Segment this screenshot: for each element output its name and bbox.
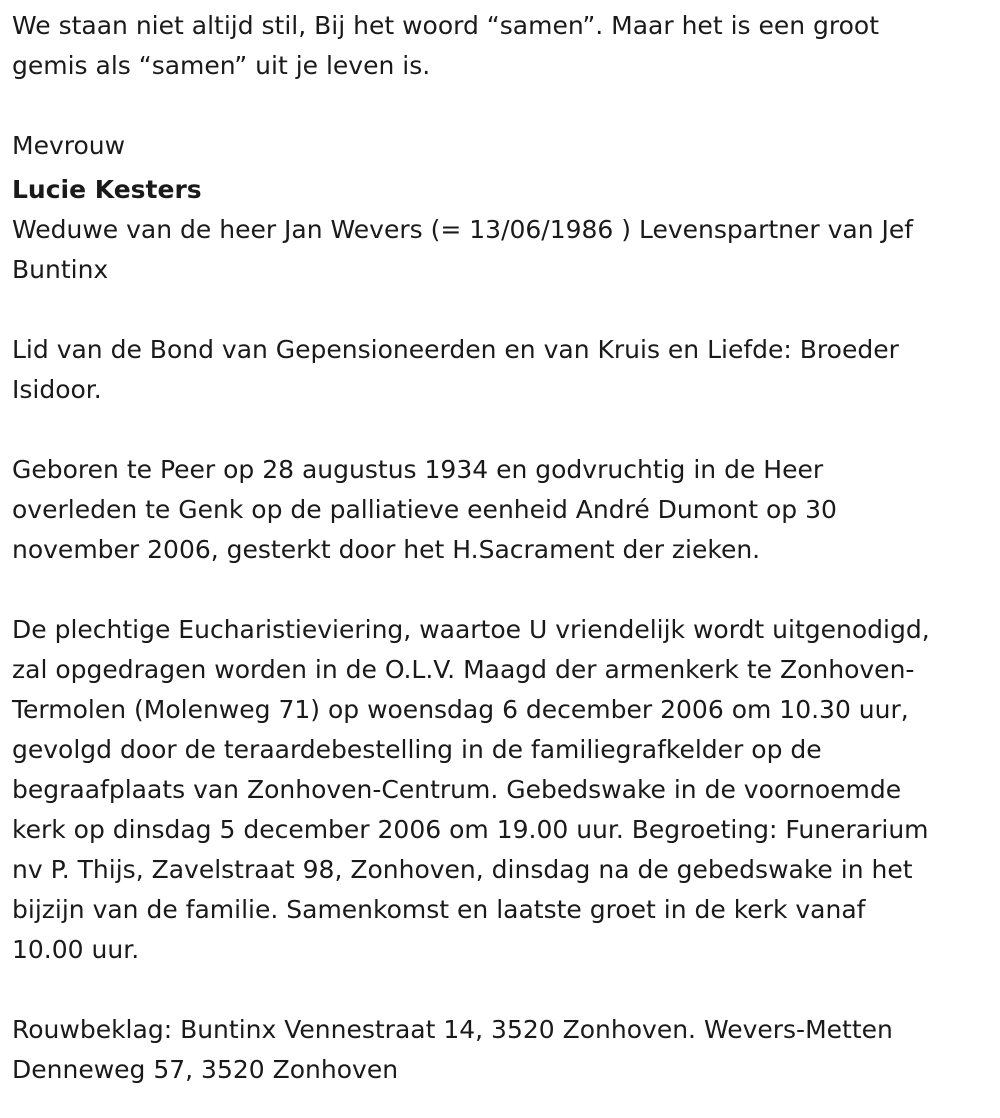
ceremony-line: zal opgedragen worden in de O.L.V. Maagd der armenkerk te Zonhoven-	[12, 655, 915, 684]
condolences-paragraph	[12, 1010, 988, 1090]
membership-line: Isidoor.	[12, 375, 102, 404]
paragraph-spacer	[12, 410, 988, 450]
paragraph-spacer	[12, 290, 988, 330]
ceremony-line: begraafplaats van Zonhoven-Centrum. Gebedswake in de voornoemde	[12, 775, 902, 804]
ceremony-line: nv P. Thijs, Zavelstraat 98, Zonhoven, dinsdag na de gebedswake in het	[12, 855, 913, 884]
birth-death-line: november 2006, gesterkt door het H.Sacrament der zieken.	[12, 535, 761, 564]
paragraph-spacer	[12, 86, 988, 126]
membership-paragraph	[12, 330, 988, 410]
ceremony-paragraph	[12, 610, 988, 970]
salutation: Mevrouw	[12, 131, 126, 160]
membership-line: Lid van de Bond van Gepensioneerden en van Kruis en Liefde: Broeder	[12, 335, 899, 364]
ceremony-line: Termolen (Molenweg 71) op woensdag 6 december 2006 om 10.30 uur,	[12, 695, 909, 724]
motto-paragraph	[12, 6, 988, 86]
birth-death-paragraph	[12, 450, 988, 570]
ceremony-line: bijzijn van de familie. Samenkomst en laatste groet in de kerk vanaf	[12, 895, 866, 924]
paragraph-spacer	[12, 970, 988, 1010]
ceremony-line: kerk op dinsdag 5 december 2006 om 19.00 uur. Begroeting: Funerarium	[12, 815, 929, 844]
birth-death-line: Geboren te Peer op 28 augustus 1934 en godvruchtig in de Heer	[12, 455, 824, 484]
deceased-name: Lucie Kesters	[12, 175, 202, 204]
ceremony-line: gevolgd door de teraardebestelling in de familiegrafkelder op de	[12, 735, 822, 764]
paragraph-spacer	[12, 570, 988, 610]
relation-paragraph	[12, 210, 988, 290]
birth-death-line: overleden te Genk op de palliatieve eenheid André Dumont op 30	[12, 495, 837, 524]
condolences-line: Denneweg 57, 3520 Zonhoven	[12, 1055, 399, 1084]
relation-line: Weduwe van de heer Jan Wevers (= 13/06/1986 ) Levenspartner van Jef	[12, 215, 914, 244]
relation-line: Buntinx	[12, 255, 109, 284]
motto-line: gemis als “samen” uit je leven is.	[12, 51, 431, 80]
motto-line: We staan niet altijd stil, Bij het woord “samen”. Maar het is een groot	[12, 11, 880, 40]
ceremony-line: 10.00 uur.	[12, 935, 140, 964]
condolences-line: Rouwbeklag: Buntinx Vennestraat 14, 3520 Zonhoven. Wevers-Metten	[12, 1015, 893, 1044]
ceremony-line: De plechtige Eucharistieviering, waartoe U vriendelijk wordt uitgenodigd,	[12, 615, 930, 644]
